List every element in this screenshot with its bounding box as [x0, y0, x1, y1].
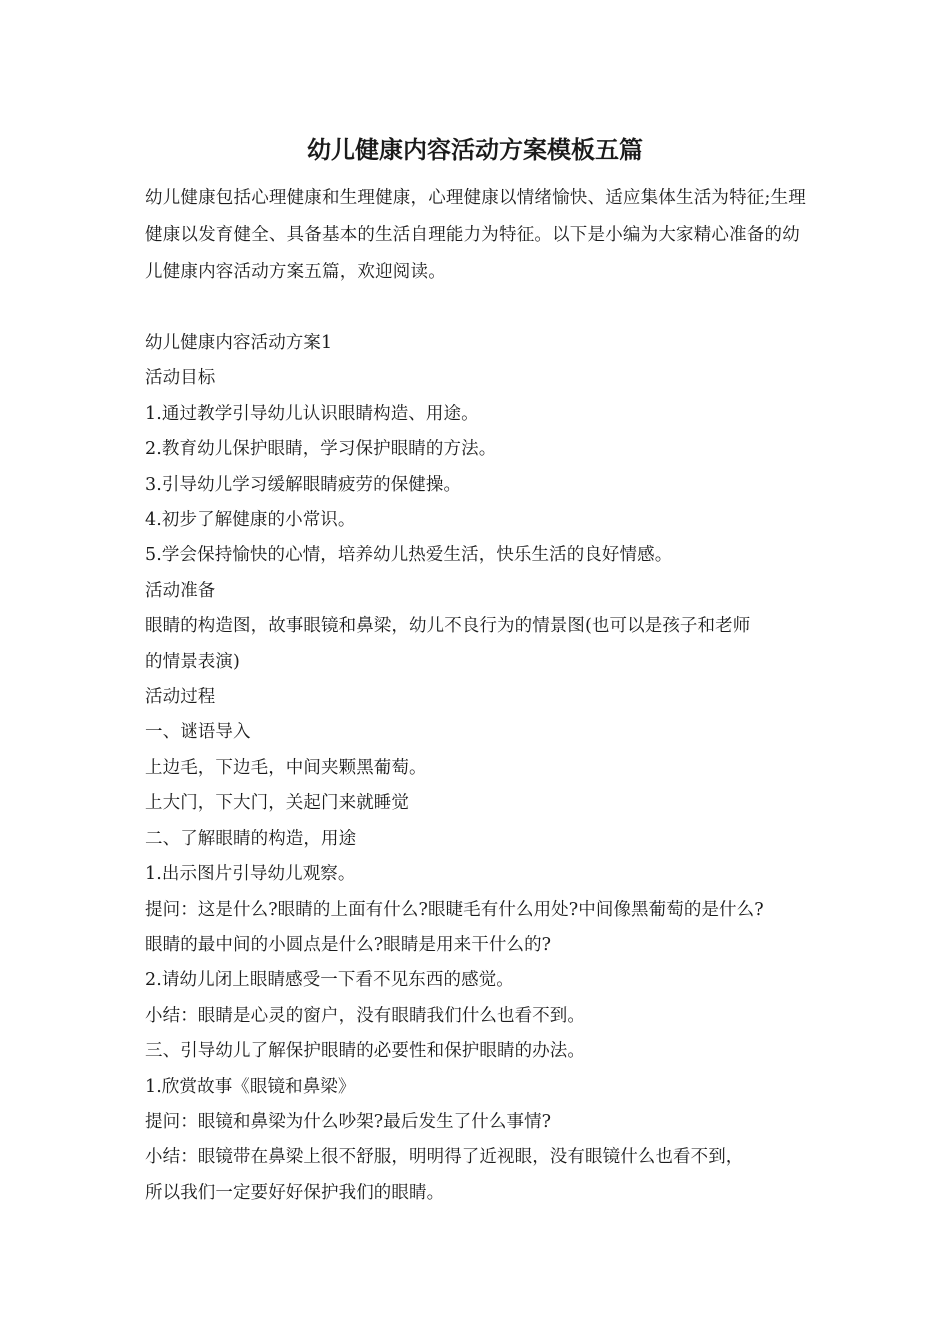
- body-line: 幼儿健康内容活动方案1: [145, 333, 333, 353]
- document-title: 幼儿健康内容活动方案模板五篇: [307, 135, 643, 164]
- body-line: 提问：眼镜和鼻梁为什么吵架?最后发生了什么事情?: [145, 1111, 552, 1132]
- body-line: 上大门，下大门，关起门来就睡觉: [145, 793, 409, 814]
- body-line: 活动目标: [145, 368, 216, 389]
- body-line: 3.引导幼儿学习缓解眼睛疲劳的保健操。: [145, 474, 462, 495]
- body-line: 眼睛的构造图，故事眼镜和鼻梁，幼儿不良行为的情景图(也可以是孩子和老师: [145, 616, 751, 637]
- body-line: 活动准备: [145, 580, 216, 601]
- body-line: 三、引导幼儿了解保护眼睛的必要性和保护眼睛的办法。: [145, 1041, 585, 1062]
- body-line: 5.学会保持愉快的心情，培养幼儿热爱生活，快乐生活的良好情感。: [145, 545, 673, 566]
- body-line: 1.欣赏故事《眼镜和鼻梁》: [145, 1076, 356, 1097]
- body-line: 二、了解眼睛的构造，用途: [145, 828, 357, 849]
- body-line: 2.教育幼儿保护眼睛，学习保护眼睛的方法。: [145, 439, 497, 460]
- body-line: 一、谜语导入: [145, 722, 251, 743]
- body-line: 1.通过教学引导幼儿认识眼睛构造、用途。: [145, 403, 479, 424]
- body-line: 1.出示图片引导幼儿观察。: [145, 864, 356, 885]
- body-line: 小结：眼镜带在鼻梁上很不舒服，明明得了近视眼，没有眼镜什么也看不到，: [145, 1147, 744, 1168]
- body-line: 小结：眼睛是心灵的窗户，没有眼睛我们什么也看不到。: [145, 1005, 585, 1026]
- body-line: 2.请幼儿闭上眼睛感受一下看不见东西的感觉。: [145, 970, 514, 991]
- body-line: 活动过程: [145, 687, 216, 708]
- document-body: [145, 326, 810, 1211]
- body-line: 眼睛的最中间的小圆点是什么?眼睛是用来干什么的?: [145, 934, 552, 955]
- body-line: 4.初步了解健康的小常识。: [145, 510, 356, 531]
- body-line: 所以我们一定要好好保护我们的眼睛。: [145, 1182, 445, 1203]
- intro-paragraph: 幼儿健康包括心理健康和生理健康，心理健康以情绪愉快、适应集体生活为特征;生理健康以发育健全、具备基本的生活自理能力为特征。以下是小编为大家精心准备的幼儿健康内容活动方案五篇，欢迎阅读。: [145, 188, 806, 282]
- body-line: 的情景表演): [145, 651, 240, 672]
- body-line: 提问：这是什么?眼睛的上面有什么?眼睫毛有什么用处?中间像黑葡萄的是什么?: [145, 899, 764, 920]
- body-line: 上边毛，下边毛，中间夹颗黑葡萄。: [145, 757, 427, 778]
